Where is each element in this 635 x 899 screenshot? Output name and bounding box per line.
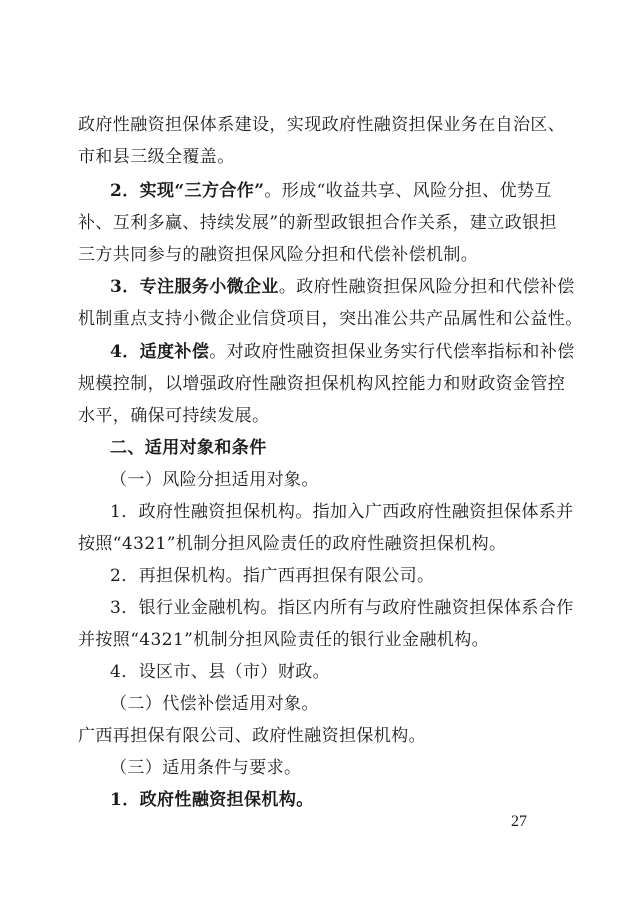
paragraph-line: 水平，确保可持续发展。	[78, 406, 270, 426]
paragraph-line: 广西再担保有限公司、政府性融资担保机构。	[78, 726, 426, 746]
paragraph-line: 并按照“4321”机制分担风险责任的银行业金融机构。	[78, 630, 490, 650]
paragraph-line: 补、互利多赢、持续发展”的新型政银担合作关系，建立政银担	[78, 213, 557, 233]
item-3-text: 。政府性融资担保风险分担和代偿补偿	[278, 277, 575, 297]
item-2-line	[110, 180, 568, 202]
paragraph-line: 三方共同参与的融资担保风险分担和代偿补偿机制。	[78, 245, 479, 265]
item-3-line	[110, 276, 575, 298]
paragraph-line: 3．银行业金融机构。指区内所有与政府性融资担保体系合作	[110, 598, 574, 618]
paragraph-line: 机制重点支持小微企业信贷项目，突出准公共产品属性和公益性。	[78, 309, 583, 329]
paragraph-line: 市和县三级全覆盖。	[78, 147, 235, 167]
paragraph-line: 规模控制，以增强政府性融资担保机构风控能力和财政资金管控	[78, 374, 566, 394]
page-number: 27	[511, 813, 527, 830]
paragraph-line: 1．政府性融资担保机构。指加入广西政府性融资担保体系并	[110, 502, 574, 522]
item-2-text: 。形成“收益共享、风险分担、优势互	[264, 181, 552, 201]
item-3-title: 3．专注服务小微企业	[110, 277, 279, 297]
paragraph-line: 2．再担保机构。指广西再担保有限公司。	[110, 566, 435, 586]
subsection-heading: （三）适用条件与要求。	[110, 758, 302, 778]
item-2-title: 2．实现“三方合作”	[110, 181, 265, 201]
subsection-heading: （一）风险分担适用对象。	[110, 470, 319, 490]
item-4-line	[110, 341, 575, 363]
paragraph-line: 政府性融资担保体系建设，实现政府性融资担保业务在自治区、	[78, 115, 566, 135]
section-heading: 二、适用对象和条件	[110, 438, 267, 458]
paragraph-line: 1．政府性融资担保机构。	[110, 790, 314, 810]
paragraph-line: 按照“4321”机制分担风险责任的政府性融资担保机构。	[78, 534, 507, 554]
item-4-text: 。对政府性融资担保业务实行代偿率指标和补偿	[209, 342, 575, 362]
paragraph-line: 4．设区市、县（市）财政。	[110, 662, 331, 682]
subsection-heading: （二）代偿补偿适用对象。	[110, 694, 319, 714]
item-4-title: 4．适度补偿	[110, 342, 210, 362]
